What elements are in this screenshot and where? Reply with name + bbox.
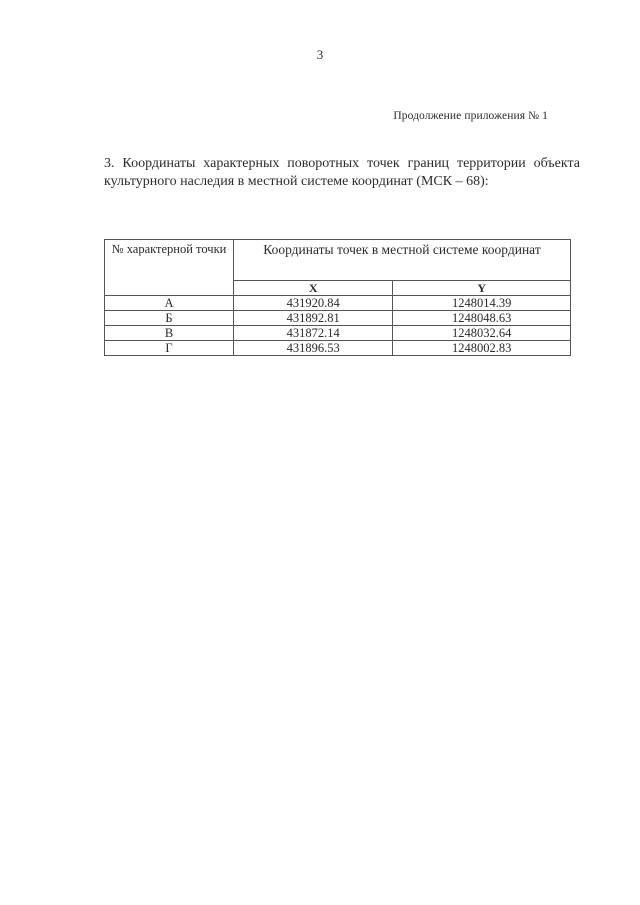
- point-label: В: [105, 326, 234, 341]
- point-label: А: [105, 296, 234, 311]
- section-heading-line-2: культурного наследия в местной системе координат (МСК – 68):: [104, 174, 489, 189]
- x-coordinate: 431892.81: [234, 311, 393, 326]
- point-label: Г: [105, 341, 234, 356]
- coordinates-table: [104, 239, 571, 356]
- y-coordinate: 1248002.83: [393, 341, 571, 356]
- table-header-row: [105, 240, 571, 281]
- table-row: [105, 311, 571, 326]
- y-coordinate: 1248048.63: [393, 311, 571, 326]
- page-number: 3: [316, 47, 324, 62]
- table-row: [105, 341, 571, 356]
- point-number-header: № характерной точки: [105, 240, 234, 296]
- y-coordinate: 1248032.64: [393, 326, 571, 341]
- x-coordinate: 431872.14: [234, 326, 393, 341]
- x-axis-header: X: [234, 281, 393, 296]
- section-heading: [104, 155, 580, 191]
- y-coordinate: 1248014.39: [393, 296, 571, 311]
- section-heading-line-1: 3. Координаты характерных поворотных точек границ территории объекта: [104, 156, 580, 171]
- table-row: [105, 326, 571, 341]
- coordinates-header: Координаты точек в местной системе координат: [234, 240, 571, 281]
- x-coordinate: 431920.84: [234, 296, 393, 311]
- y-axis-header: Y: [393, 281, 571, 296]
- point-label: Б: [105, 311, 234, 326]
- appendix-continuation-label: Продолжение приложения № 1: [393, 110, 548, 122]
- x-coordinate: 431896.53: [234, 341, 393, 356]
- table-row: [105, 296, 571, 311]
